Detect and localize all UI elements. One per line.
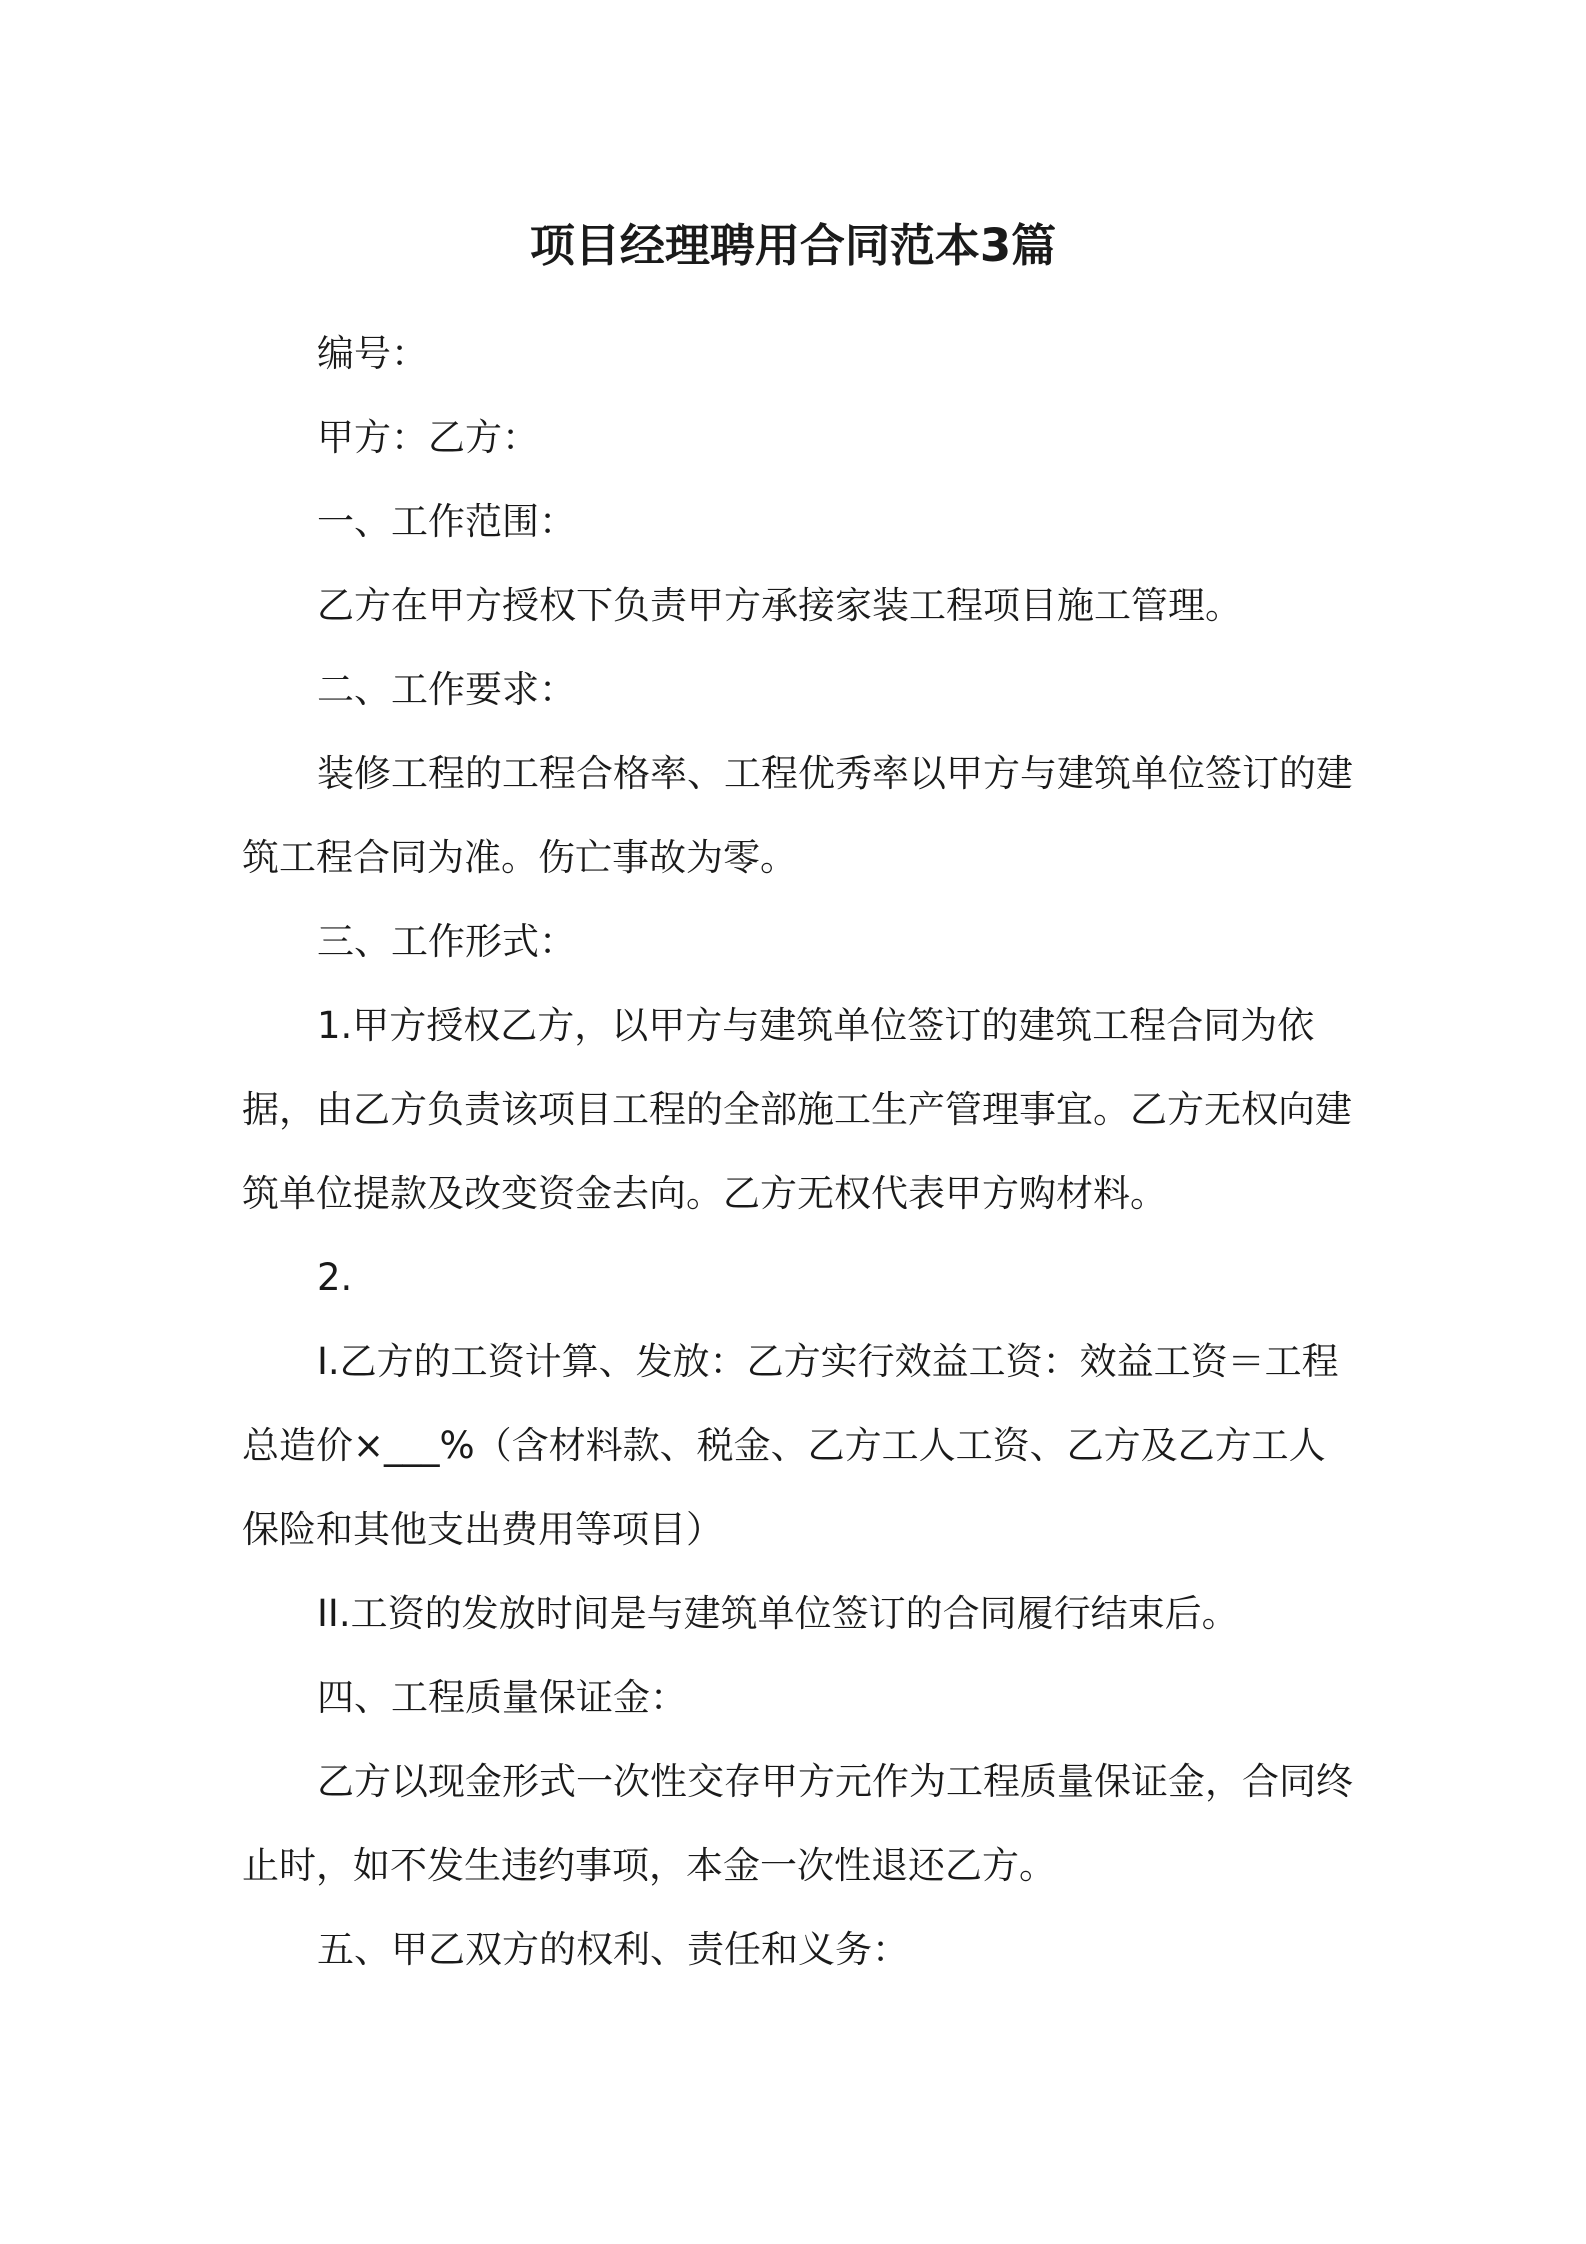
section-heading-rights: 五、甲乙双方的权利、责任和义务： bbox=[317, 1928, 909, 1971]
section-heading-requirements: 二、工作要求： bbox=[317, 668, 576, 711]
scope-paragraph: 乙方在甲方授权下负责甲方承接家装工程项目施工管理。 bbox=[317, 584, 1242, 627]
section-heading-deposit: 四、工程质量保证金： bbox=[317, 1676, 687, 1719]
document-title: 项目经理聘用合同范本3篇 bbox=[529, 219, 1057, 272]
work-form-item-1: 1.甲方授权乙方，以甲方与建筑单位签订的建筑工程合同为依据，由乙方负责该项目工程的全部施工生产管理事宜。乙方无权向建筑单位提款及改变资金去向。乙方无权代表甲方购材料。 bbox=[242, 1004, 1352, 1215]
wage-payment-time-paragraph: II.工资的发放时间是与建筑单位签订的合同履行结束后。 bbox=[317, 1592, 1239, 1635]
work-form-item-2: 2. bbox=[317, 1256, 353, 1299]
section-heading-work-form: 三、工作形式： bbox=[317, 920, 576, 963]
parties-line: 甲方：乙方： bbox=[317, 416, 539, 459]
wage-calculation-paragraph: I.乙方的工资计算、发放：乙方实行效益工资：效益工资＝工程总造价×___%（含材料款、税金、乙方工人工资、乙方及乙方工人保险和其他支出费用等项目） bbox=[242, 1340, 1339, 1551]
requirements-paragraph: 装修工程的工程合格率、工程优秀率以甲方与建筑单位签订的建筑工程合同为准。伤亡事故为零。 bbox=[242, 752, 1353, 879]
deposit-paragraph: 乙方以现金形式一次性交存甲方元作为工程质量保证金，合同终止时，如不发生违约事项，本金一次性退还乙方。 bbox=[242, 1760, 1353, 1887]
contract-number-line: 编号： bbox=[317, 332, 428, 375]
section-heading-scope: 一、工作范围： bbox=[317, 500, 576, 543]
